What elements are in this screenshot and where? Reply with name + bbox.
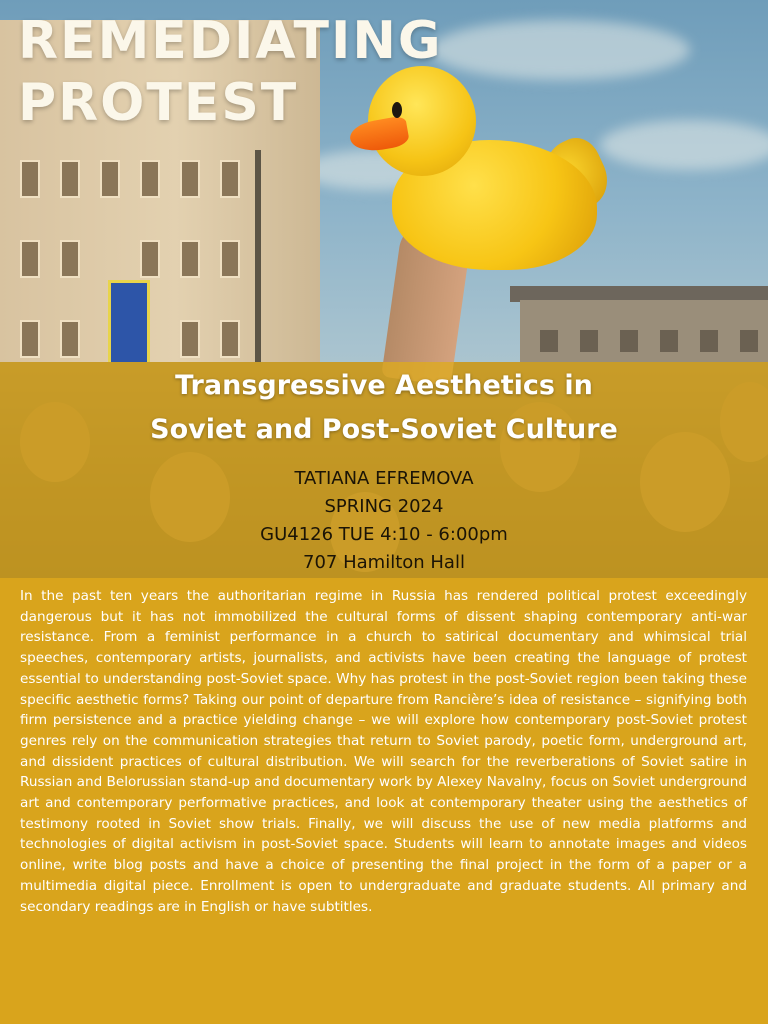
poster-title <box>18 10 538 134</box>
instructor-name: TATIANA EFREMOVA <box>294 468 474 489</box>
title-line-2: PROTEST <box>18 73 299 133</box>
course-subtitle <box>0 364 768 452</box>
course-description: In the past ten years the authoritarian regime in Russia has rendered political protest exceedingly dangerous but it has not immobilized the cultural forms of dissent shaping contemporary anti-war resistance. From a feminist performance in a church to satirical documentary and whimsical trial speeches, contemporary artists, journalists, and activists have been creating the language of protest essential to understanding post-Soviet space. Why has protest in the post-Soviet region been taking these specific aesthetic forms? Taking our point of departure from Rancière’s idea of resistance – signifying both firm persistence and a practice yielding change – we will explore how contemporary post-Soviet protest genres rely on the communication strategies that return to Soviet parody, poetic form, underground art, and dissident practices of cultural distribution. We will search for the reverberations of Soviet satire in Russian and Belorussian stand-up and documentary work by Alexey Navalny, focus on Soviet underground art and contemporary performative practices, and look at contemporary theater using the aesthetics of testimony rooted in Soviet show trials. Finally, we will discuss the use of new media platforms and technologies of digital activism in post-Soviet space. Students will learn to annotate images and videos online, write blog posts and have a choice of presenting the final project in the form of a paper or a multimedia digital piece. Enrollment is open to undergraduate and graduate students. All primary and secondary readings are in English or have subtitles. <box>20 588 747 915</box>
course-location: 707 Hamilton Hall <box>303 552 465 573</box>
course-term: SPRING 2024 <box>324 496 444 517</box>
photo-building-right <box>520 300 768 370</box>
course-meta <box>0 465 768 577</box>
subtitle-line-1: Transgressive Aesthetics in <box>175 370 593 401</box>
cloud <box>600 120 768 170</box>
lamp-pole <box>255 150 261 370</box>
protest-sign <box>108 280 150 366</box>
subtitle-line-2: Soviet and Post-Soviet Culture <box>150 414 618 445</box>
title-line-1: REMEDIATING <box>18 11 443 71</box>
course-time: GU4126 TUE 4:10 - 6:00pm <box>260 524 508 545</box>
